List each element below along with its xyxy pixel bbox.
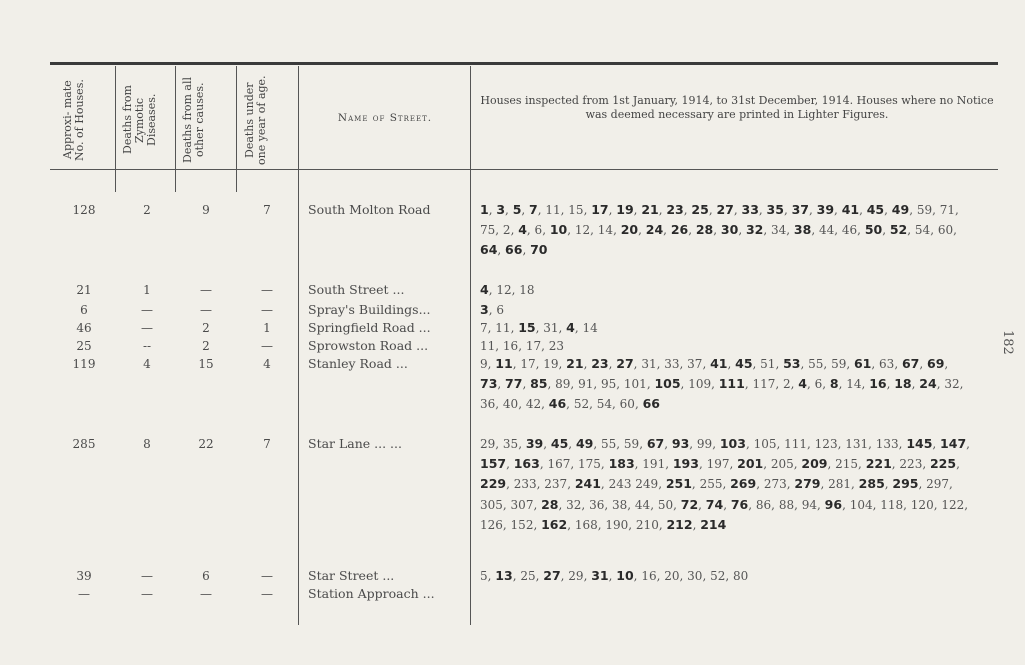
house-number-noticed: 4 [480,282,489,297]
house-number-no-notice: 42 [525,397,542,412]
house-number-noticed: 67 [646,436,665,451]
house-number-no-notice: 80 [733,569,749,583]
house-number-no-notice: 55 [600,437,617,451]
house-number-no-notice: 94 [801,497,818,512]
house-number-noticed: 85 [530,376,548,392]
house-number-noticed: 27 [543,568,561,583]
column-divider [470,66,471,170]
house-number-noticed: 66 [505,242,523,258]
house-number-no-notice: 54 [914,223,931,238]
house-number-noticed: 64 [480,242,498,258]
header-infant-deaths: Deaths under one year of age. [243,75,268,165]
house-number-noticed: 201 [737,456,764,472]
house-number-noticed: 214 [700,516,727,532]
house-number-noticed: 103 [719,436,746,451]
street-name: Station Approach ... [308,586,435,601]
infant-deaths: 4 [263,357,271,371]
house-number-no-notice: 91 [578,377,594,392]
house-number-list: 9, 11, 17, 19, 21, 23, 27, 31, 33, 37, 41, 45, 51, 53, 55, 59, 61, 63, 67, 69, 73, 77, 85, 89, 91, 95, 101, 105, 109, 111, 117, 2, 4, 6, 8, 14, 16, 18, 24, 32, 36, 40, 42, 46, 52, 54, 60, 66 [480,356,964,412]
house-number-no-notice: 20 [664,569,680,583]
house-number-no-notice: 34 [771,223,787,238]
house-number-noticed: 183 [608,456,635,472]
house-number-no-notice: 215 [835,457,859,472]
house-number-noticed: 45 [550,436,569,451]
house-number-noticed: 5 [512,202,522,217]
house-count: 39 [76,569,92,583]
house-number-noticed: 4 [566,320,575,335]
house-number-no-notice: 54 [596,397,613,412]
house-number-no-notice: 9 [480,357,488,371]
house-number-noticed: 73 [480,376,498,392]
house-number-no-notice: 2 [502,223,511,238]
house-number-noticed: 38 [793,222,812,238]
header-houses-inspected: Houses inspected from 1st January, 1914, to 31st December, 1914. Houses where no Notice was deemed necessary are printed in Lighter Figures. [480,94,994,121]
house-number-no-notice: 63 [879,357,895,371]
house-number-noticed: 39 [525,436,544,451]
house-number-no-notice: 55 [808,357,824,371]
house-number-no-notice: 29 [568,569,584,583]
house-number-no-notice: 32 [566,497,582,512]
house-number-noticed: 70 [530,242,548,258]
house-number-noticed: 66 [642,396,660,412]
column-divider [470,170,471,625]
house-number-no-notice: 101 [623,377,647,392]
column-divider [115,66,116,170]
house-number-noticed: 105 [654,376,681,392]
other-deaths: 2 [202,339,210,353]
house-number-noticed: 279 [794,476,821,492]
house-number-no-notice: 16 [641,569,657,583]
house-number-no-notice: 59 [623,437,640,451]
house-number-noticed: 69 [927,356,945,371]
other-deaths: 2 [202,321,210,335]
house-number-no-notice: 17 [520,357,536,371]
infant-deaths: 1 [263,321,271,335]
house-number-no-notice: 59 [831,357,847,371]
house-number-no-notice: 243 249 [608,477,659,492]
infant-deaths: — [261,569,273,583]
house-number-noticed: 10 [616,568,634,583]
house-number-noticed: 50 [864,222,883,238]
house-number-noticed: 111 [718,376,745,392]
house-number-no-notice: 36 [589,497,605,512]
house-number-noticed: 225 [929,456,957,472]
house-number-noticed: 221 [865,456,892,472]
house-number-noticed: 209 [801,456,828,472]
house-number-no-notice: 25 [520,569,536,583]
house-number-no-notice: 30 [687,569,703,583]
house-number-no-notice: 86 [755,497,772,512]
house-number-no-notice: 11 [480,339,496,353]
house-number-no-notice: 18 [519,283,535,297]
house-number-no-notice: 19 [543,357,559,371]
infant-deaths: — [261,303,273,317]
other-deaths: 6 [202,569,210,583]
house-number-noticed: 15 [518,320,536,335]
house-number-noticed: 23 [591,356,609,371]
house-number-noticed: 41 [841,202,860,217]
house-number-noticed: 229 [480,476,507,492]
page-number: 182 [1000,330,1015,355]
house-number-list: 1, 3, 5, 7, 11, 15, 17, 19, 21, 23, 25, 27, 33, 35, 37, 39, 41, 45, 49, 59, 71, 75, 2, 4, 6, 10, 12, 14, 20, 24, 26, 28, 30, 32, 34, 38, 44, 46, 50, 52, 54, 60, 64, 66, 70 [480,202,959,258]
house-number-no-notice: 305 [480,497,503,512]
house-number-noticed: 147 [940,436,967,451]
house-number-noticed: 21 [641,202,659,217]
house-number-noticed: 241 [574,476,601,492]
house-count: 25 [76,339,92,353]
house-number-no-notice: 14 [846,377,862,392]
street-name: Spray's Buildings... [308,302,431,317]
house-number-no-notice: 104 [849,497,873,512]
house-number-noticed: 96 [824,496,843,512]
house-number-no-notice: 2 [783,377,791,392]
house-number-no-notice: 168 [574,517,598,532]
house-number-noticed: 30 [720,222,739,238]
house-number-noticed: 45 [735,356,753,371]
house-number-noticed: 41 [710,356,728,371]
house-number-no-notice: 23 [548,339,565,353]
house-number-noticed: 163 [513,456,540,472]
infant-deaths: — [261,283,273,297]
house-count: 46 [76,321,92,335]
house-count: — [78,587,90,601]
zymotic-deaths: — [141,303,153,317]
house-number-no-notice: 281 [828,477,852,492]
house-number-noticed: 39 [816,202,835,217]
house-number-no-notice: 191 [642,457,666,472]
house-number-no-notice: 33 [664,357,680,371]
house-number-no-notice: 88 [778,497,795,512]
street-name: South Street ... [308,282,405,297]
house-number-no-notice: 123 [814,437,838,451]
house-number-no-notice: 51 [760,357,776,371]
house-number-noticed: 31 [591,568,609,583]
house-number-noticed: 37 [791,202,809,217]
house-number-no-notice: 32 [944,377,960,392]
other-deaths: 22 [198,437,214,451]
house-number-no-notice: 120 [910,497,934,512]
house-number-no-notice: 297 [926,477,950,492]
house-number-no-notice: 75 [480,223,496,238]
house-number-noticed: 24 [645,222,664,238]
house-number-no-notice: 38 [611,497,628,512]
house-number-no-notice: 223 [899,457,923,472]
house-number-noticed: 285 [858,476,885,492]
house-count: 119 [72,357,96,371]
other-deaths: 9 [202,203,210,217]
street-name: South Molton Road [308,202,431,217]
house-number-no-notice: 12 [574,223,591,238]
house-number-no-notice: 117 [752,377,776,392]
house-number-noticed: 61 [853,356,872,371]
house-number-no-notice: 40 [502,397,519,412]
house-number-no-notice: 131 [845,437,869,451]
house-number-noticed: 93 [671,436,690,451]
house-number-noticed: 4 [798,376,807,392]
house-number-noticed: 10 [549,222,568,238]
street-name: Sprowston Road ... [308,338,429,353]
house-count: 128 [72,203,96,217]
house-number-noticed: 7 [529,202,538,217]
house-number-noticed: 16 [869,376,887,392]
house-number-no-notice: 31 [641,357,657,371]
house-number-list: 3, 6 [480,302,504,317]
other-deaths: — [200,587,212,601]
zymotic-deaths: 8 [143,437,151,451]
house-number-no-notice: 6 [534,223,543,238]
house-number-noticed: 251 [665,476,692,492]
other-deaths: — [200,303,212,317]
house-number-no-notice: 46 [841,223,858,238]
house-number-noticed: 157 [480,456,507,472]
header-rule [50,169,998,170]
house-number-no-notice: 167 [547,457,571,472]
header-zymotic-deaths: Deaths from Zymotic Diseases. [121,85,158,155]
house-number-no-notice: 14 [582,321,598,335]
house-number-no-notice: 255 [699,477,723,492]
house-number-noticed: 3 [480,302,489,317]
zymotic-deaths: 2 [143,203,151,217]
house-number-noticed: 1 [480,202,489,217]
house-number-no-notice: 44 [634,497,651,512]
house-number-noticed: 24 [919,376,937,392]
column-divider [236,66,237,170]
house-number-noticed: 17 [591,202,609,217]
street-name: Star Street ... [308,568,395,583]
house-number-noticed: 3 [496,202,506,217]
house-number-noticed: 25 [691,202,709,217]
house-number-noticed: 13 [495,568,513,583]
house-number-no-notice: 16 [502,339,519,353]
house-number-no-notice: 190 [605,517,629,532]
house-number-no-notice: 197 [706,457,730,472]
house-number-list: 29, 35, 39, 45, 49, 55, 59, 67, 93, 99, 103, 105, 111, 123, 131, 133, 145, 147, 157, 163, 167, 175, 183, 191, 193, 197, 201, 205, 209, 215, 221, 223, 225, 229, 233, 237, 241, 243 249, 251, 255, 269, 273, 279, 281, 285, 295, 297, 305, 307, 28, 32, 36, 38, 44, 50, 72, 74, 76, 86, 88, 94, 96, 104, 118, 120, 122, 126, 152, 162, 168, 190, 210, 212, 214 [480,436,970,532]
house-count: 285 [72,437,96,451]
house-number-list: 5, 13, 25, 27, 29, 31, 10, 16, 20, 30, 52, 80 [480,568,749,583]
house-number-noticed: 35 [766,202,784,217]
house-number-noticed: 77 [505,376,523,392]
house-number-noticed: 162 [541,516,568,532]
house-number-noticed: 145 [906,436,933,451]
infant-deaths: — [261,339,273,353]
zymotic-deaths: 4 [143,357,151,371]
house-number-noticed: 20 [620,222,639,238]
house-number-list: 4, 12, 18 [480,282,535,297]
column-divider [298,66,299,170]
top-rule [50,62,998,65]
house-number-no-notice: 71 [939,203,956,217]
house-number-noticed: 19 [616,202,634,217]
house-number-no-notice: 5 [480,569,488,583]
house-number-noticed: 27 [716,202,734,217]
house-number-no-notice: 35 [502,437,519,451]
house-number-noticed: 72 [680,496,699,512]
house-number-noticed: 295 [892,476,919,492]
house-number-no-notice: 44 [818,223,835,238]
header-street-name: Name of Street. [337,112,433,124]
house-number-no-notice: 59 [916,203,933,217]
house-number-noticed: 45 [866,202,885,217]
house-number-noticed: 32 [745,222,764,238]
house-number-no-notice: 210 [635,517,659,532]
house-number-no-notice: 89 [555,377,571,392]
house-number-noticed: 28 [541,496,559,512]
house-number-no-notice: 105 [753,437,777,451]
house-number-noticed: 21 [566,356,584,371]
infant-deaths: 7 [263,203,271,217]
house-number-noticed: 52 [889,222,908,238]
house-number-no-notice: 52 [710,569,726,583]
house-number-no-notice: 6 [814,377,823,392]
house-number-noticed: 27 [616,356,634,371]
house-number-no-notice: 273 [763,477,787,492]
column-divider [298,170,299,625]
other-deaths: 15 [198,357,214,371]
house-number-no-notice: 60 [619,397,635,412]
house-number-noticed: 46 [548,396,567,412]
house-number-no-notice: 12 [496,283,512,297]
house-number-no-notice: 60 [937,223,954,238]
house-number-no-notice: 11 [545,203,561,217]
house-number-list: 11, 16, 17, 23 [480,339,565,353]
house-number-noticed: 269 [730,476,757,492]
zymotic-deaths: — [141,321,153,335]
house-number-noticed: 28 [695,222,714,238]
house-number-noticed: 26 [670,222,689,238]
house-number-noticed: 4 [518,222,527,238]
house-number-noticed: 49 [575,436,594,451]
zymotic-deaths: 1 [143,283,151,297]
house-number-noticed: 53 [783,356,801,371]
house-number-no-notice: 6 [496,303,504,317]
house-number-no-notice: 126 [480,517,503,532]
house-number-no-notice: 133 [875,437,899,451]
house-number-no-notice: 111 [784,437,808,451]
house-number-no-notice: 99 [696,437,713,451]
house-number-no-notice: 31 [543,321,559,335]
house-number-no-notice: 175 [578,457,601,472]
house-number-no-notice: 152 [510,517,534,532]
house-number-noticed: 11 [495,356,513,371]
column-divider [236,170,237,192]
house-number-no-notice: 118 [880,497,904,512]
infant-deaths: — [261,587,273,601]
house-number-no-notice: 233 [513,477,537,492]
house-number-noticed: 49 [891,202,910,217]
house-number-no-notice: 109 [688,377,712,392]
house-number-no-notice: 36 [480,397,496,412]
house-number-noticed: 18 [894,376,912,392]
house-number-no-notice: 29 [480,437,496,451]
house-number-no-notice: 122 [941,497,965,512]
house-number-list: 7, 11, 15, 31, 4, 14 [480,320,598,335]
other-deaths: — [200,283,212,297]
header-approx-houses: Approxi- mate No. of Houses. [61,79,86,161]
house-number-noticed: 33 [741,202,759,217]
house-number-no-notice: 17 [525,339,542,353]
house-number-no-notice: 205 [770,457,794,472]
column-divider [175,66,176,170]
house-number-no-notice: 14 [597,223,614,238]
street-name: Star Lane ... ... [308,436,402,451]
house-number-noticed: 67 [901,356,920,371]
zymotic-deaths: — [141,569,153,583]
house-number-noticed: 8 [829,376,839,392]
house-number-no-notice: 237 [544,477,568,492]
house-number-noticed: 74 [705,496,724,512]
column-divider [115,170,116,192]
house-count: 21 [76,283,92,297]
street-name: Stanley Road ... [308,356,408,371]
infant-deaths: 7 [263,437,271,451]
house-number-noticed: 212 [666,516,693,532]
house-number-no-notice: 7 [480,321,488,335]
house-number-no-notice: 50 [657,497,674,512]
column-divider [175,170,176,192]
house-number-no-notice: 307 [510,497,534,512]
house-number-no-notice: 11 [495,321,511,335]
zymotic-deaths: — [141,587,153,601]
house-number-noticed: 193 [672,456,699,472]
house-number-no-notice: 37 [687,357,703,371]
zymotic-deaths: -- [142,339,152,353]
house-number-no-notice: 95 [600,377,617,392]
house-number-noticed: 76 [730,496,749,512]
header-other-deaths: Deaths from all other causes. [181,77,206,164]
house-number-noticed: 23 [666,202,684,217]
house-number-no-notice: 52 [573,397,590,412]
house-number-no-notice: 15 [568,203,584,217]
house-count: 6 [80,303,88,317]
street-name: Springfield Road ... [308,320,431,335]
